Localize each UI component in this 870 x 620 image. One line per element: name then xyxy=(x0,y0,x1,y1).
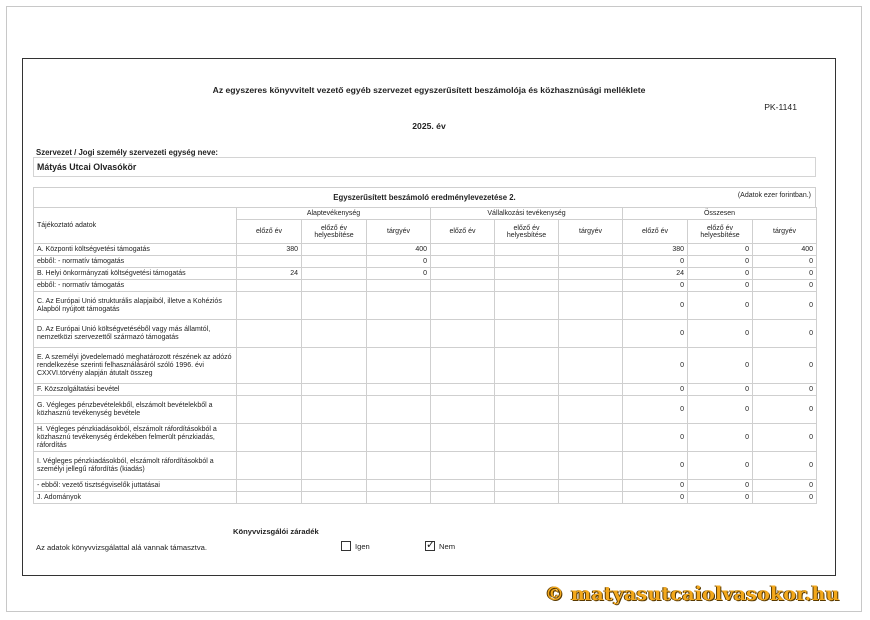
row-label: F. Közszolgáltatási bevétel xyxy=(34,384,237,396)
value-cell: 0 xyxy=(623,492,688,504)
report-page xyxy=(22,58,836,576)
table-row xyxy=(34,492,817,504)
no-label: Nem xyxy=(439,541,456,551)
value-cell xyxy=(237,280,302,292)
table-row xyxy=(34,256,817,268)
value-cell xyxy=(431,292,495,320)
subheader: tárgyév xyxy=(367,220,431,244)
audit-statement: Az adatok könyvvizsgálattal alá vannak támasztva. xyxy=(36,543,207,552)
group-header-total: Összesen xyxy=(623,208,817,220)
value-cell xyxy=(559,256,623,268)
value-cell xyxy=(495,348,559,384)
group-header-business: Vállalkozási tevékenység xyxy=(431,208,623,220)
table-row xyxy=(34,480,817,492)
value-cell: 0 xyxy=(623,292,688,320)
value-cell xyxy=(302,480,367,492)
value-cell xyxy=(559,268,623,280)
value-cell xyxy=(302,292,367,320)
value-cell: 0 xyxy=(753,452,817,480)
value-cell xyxy=(302,256,367,268)
value-cell xyxy=(367,320,431,348)
value-cell xyxy=(495,280,559,292)
value-cell xyxy=(237,424,302,452)
value-cell: 400 xyxy=(367,244,431,256)
value-cell: 0 xyxy=(688,384,753,396)
value-cell xyxy=(431,280,495,292)
value-cell: 24 xyxy=(623,268,688,280)
value-cell: 0 xyxy=(753,396,817,424)
value-cell xyxy=(237,452,302,480)
value-cell xyxy=(559,280,623,292)
audit-clause-title: Könyvvizsgálói záradék xyxy=(233,527,319,536)
value-cell xyxy=(431,424,495,452)
value-cell: 0 xyxy=(688,292,753,320)
form-code: PK-1141 xyxy=(764,102,797,112)
value-cell: 0 xyxy=(753,492,817,504)
value-cell xyxy=(302,320,367,348)
row-label: ebből: - normatív támogatás xyxy=(34,280,237,292)
value-cell xyxy=(495,268,559,280)
no-checkbox[interactable] xyxy=(425,541,435,551)
value-cell xyxy=(431,256,495,268)
value-cell: 0 xyxy=(623,384,688,396)
table-unit-note: (Adatok ezer forintban.) xyxy=(737,192,811,199)
value-cell xyxy=(431,268,495,280)
table-row xyxy=(34,268,817,280)
subheader: előző év xyxy=(237,220,302,244)
value-cell: 24 xyxy=(237,268,302,280)
value-cell xyxy=(431,348,495,384)
value-cell xyxy=(302,244,367,256)
income-table-section xyxy=(33,187,816,504)
value-cell: 0 xyxy=(367,268,431,280)
value-cell xyxy=(495,320,559,348)
value-cell xyxy=(559,244,623,256)
value-cell xyxy=(237,480,302,492)
value-cell xyxy=(367,424,431,452)
table-title-bar xyxy=(33,187,816,207)
value-cell: 0 xyxy=(688,320,753,348)
value-cell xyxy=(559,396,623,424)
row-label: ebből: - normatív támogatás xyxy=(34,256,237,268)
table-row xyxy=(34,244,817,256)
value-cell: 0 xyxy=(688,492,753,504)
table-row xyxy=(34,320,817,348)
value-cell xyxy=(367,480,431,492)
value-cell: 0 xyxy=(753,480,817,492)
value-cell: 0 xyxy=(623,320,688,348)
value-cell xyxy=(495,492,559,504)
value-cell: 0 xyxy=(753,348,817,384)
value-cell: 0 xyxy=(688,256,753,268)
value-cell: 0 xyxy=(753,268,817,280)
subheader: előző év xyxy=(431,220,495,244)
value-cell: 0 xyxy=(623,480,688,492)
table-row xyxy=(34,452,817,480)
value-cell xyxy=(302,396,367,424)
yes-checkbox[interactable] xyxy=(341,541,351,551)
value-cell: 380 xyxy=(623,244,688,256)
value-cell xyxy=(495,256,559,268)
row-header: Tájékoztató adatok xyxy=(34,208,237,244)
row-label: D. Az Európai Unió költségvetéséből vagy más államtól, nemzetközi szervezettől származó támogatás xyxy=(34,320,237,348)
value-cell xyxy=(559,492,623,504)
value-cell xyxy=(559,292,623,320)
value-cell xyxy=(431,384,495,396)
audit-option-no[interactable] xyxy=(425,541,455,551)
value-cell: 0 xyxy=(753,320,817,348)
value-cell xyxy=(237,384,302,396)
value-cell: 0 xyxy=(623,256,688,268)
value-cell: 0 xyxy=(688,452,753,480)
value-cell xyxy=(237,396,302,424)
value-cell: 0 xyxy=(623,424,688,452)
value-cell xyxy=(367,452,431,480)
value-cell xyxy=(367,492,431,504)
value-cell xyxy=(559,452,623,480)
group-header-basic: Alaptevékenység xyxy=(237,208,431,220)
value-cell: 0 xyxy=(688,280,753,292)
row-label: H. Végleges pénzkiadásokból, elszámolt ráfordításokból a közhasznú tevékenység érdekében felmerült pénzkiadás, ráfordítás xyxy=(34,424,237,452)
subheader: előző év helyesbítése xyxy=(495,220,559,244)
value-cell: 0 xyxy=(623,396,688,424)
row-label: I. Végleges pénzkiadásokból, elszámolt ráfordításokból a személyi jellegű ráfordítás (kiadás) xyxy=(34,452,237,480)
value-cell xyxy=(237,348,302,384)
table-row xyxy=(34,280,817,292)
value-cell xyxy=(495,396,559,424)
value-cell: 0 xyxy=(753,292,817,320)
document-title: Az egyszeres könyvvitelt vezető egyéb szervezet egyszerűsített beszámolója és közhasznúsági melléklete xyxy=(212,85,646,95)
value-cell: 380 xyxy=(237,244,302,256)
value-cell xyxy=(431,492,495,504)
value-cell: 0 xyxy=(753,424,817,452)
value-cell xyxy=(302,280,367,292)
value-cell: 0 xyxy=(753,384,817,396)
value-cell: 0 xyxy=(688,396,753,424)
row-label: J. Adományok xyxy=(34,492,237,504)
value-cell xyxy=(495,292,559,320)
value-cell xyxy=(367,292,431,320)
report-year: 2025. év xyxy=(412,121,446,131)
value-cell xyxy=(495,384,559,396)
value-cell xyxy=(302,384,367,396)
value-cell xyxy=(237,492,302,504)
subheader: előző év xyxy=(623,220,688,244)
row-label: E. A személyi jövedelemadó meghatározott részének az adózó rendelkezése szerinti felhasználásáról szóló 1996. évi CXXVI.törvény alapján átutalt összeg xyxy=(34,348,237,384)
value-cell xyxy=(302,348,367,384)
value-cell xyxy=(559,480,623,492)
copyright-watermark: © matyasutcaiolvasokor.hu xyxy=(545,583,840,605)
value-cell: 0 xyxy=(753,256,817,268)
value-cell: 0 xyxy=(688,480,753,492)
yes-label: Igen xyxy=(355,541,370,551)
row-label: C. Az Európai Unió strukturális alapjaiból, illetve a Kohéziós Alapból nyújtott támogatás xyxy=(34,292,237,320)
value-cell xyxy=(302,424,367,452)
table-row xyxy=(34,384,817,396)
checkmark-icon: ✓ xyxy=(426,539,436,551)
value-cell: 0 xyxy=(623,348,688,384)
value-cell xyxy=(495,452,559,480)
row-label: G. Végleges pénzbevételekből, elszámolt bevételekből a közhasznú tevékenység bevétele xyxy=(34,396,237,424)
row-label: A. Központi költségvetési támogatás xyxy=(34,244,237,256)
org-name: Mátyás Utcai Olvasókör xyxy=(37,162,137,172)
table-row xyxy=(34,292,817,320)
row-label: B. Helyi önkormányzati költségvetési támogatás xyxy=(34,268,237,280)
value-cell xyxy=(237,320,302,348)
table-row xyxy=(34,396,817,424)
value-cell: 0 xyxy=(623,280,688,292)
value-cell xyxy=(431,396,495,424)
value-cell: 0 xyxy=(623,452,688,480)
value-cell xyxy=(495,480,559,492)
value-cell xyxy=(431,452,495,480)
table-row xyxy=(34,424,817,452)
value-cell xyxy=(431,244,495,256)
value-cell xyxy=(367,396,431,424)
value-cell xyxy=(431,320,495,348)
subheader: tárgyév xyxy=(559,220,623,244)
value-cell: 0 xyxy=(688,244,753,256)
value-cell: 0 xyxy=(753,280,817,292)
value-cell xyxy=(302,452,367,480)
value-cell xyxy=(495,424,559,452)
value-cell xyxy=(367,280,431,292)
value-cell xyxy=(367,384,431,396)
subheader: tárgyév xyxy=(753,220,817,244)
income-table xyxy=(33,207,817,504)
org-label: Szervezet / Jogi személy szervezeti egység neve: xyxy=(36,148,219,157)
value-cell xyxy=(495,244,559,256)
value-cell: 0 xyxy=(367,256,431,268)
value-cell: 0 xyxy=(688,424,753,452)
subheader: előző év helyesbítése xyxy=(302,220,367,244)
subheader: előző év helyesbítése xyxy=(688,220,753,244)
value-cell xyxy=(431,480,495,492)
table-row xyxy=(34,348,817,384)
value-cell xyxy=(559,384,623,396)
value-cell: 400 xyxy=(753,244,817,256)
value-cell xyxy=(559,348,623,384)
value-cell xyxy=(237,292,302,320)
value-cell xyxy=(302,268,367,280)
value-cell xyxy=(559,320,623,348)
table-title: Egyszerűsített beszámoló eredménylevezetése 2. xyxy=(333,193,516,202)
value-cell: 0 xyxy=(688,348,753,384)
value-cell: 0 xyxy=(688,268,753,280)
value-cell xyxy=(302,492,367,504)
value-cell xyxy=(559,424,623,452)
audit-option-yes[interactable] xyxy=(341,541,370,551)
org-name-field xyxy=(33,157,816,177)
value-cell xyxy=(237,256,302,268)
value-cell xyxy=(367,348,431,384)
row-label: - ebből: vezető tisztségviselők juttatásai xyxy=(34,480,237,492)
